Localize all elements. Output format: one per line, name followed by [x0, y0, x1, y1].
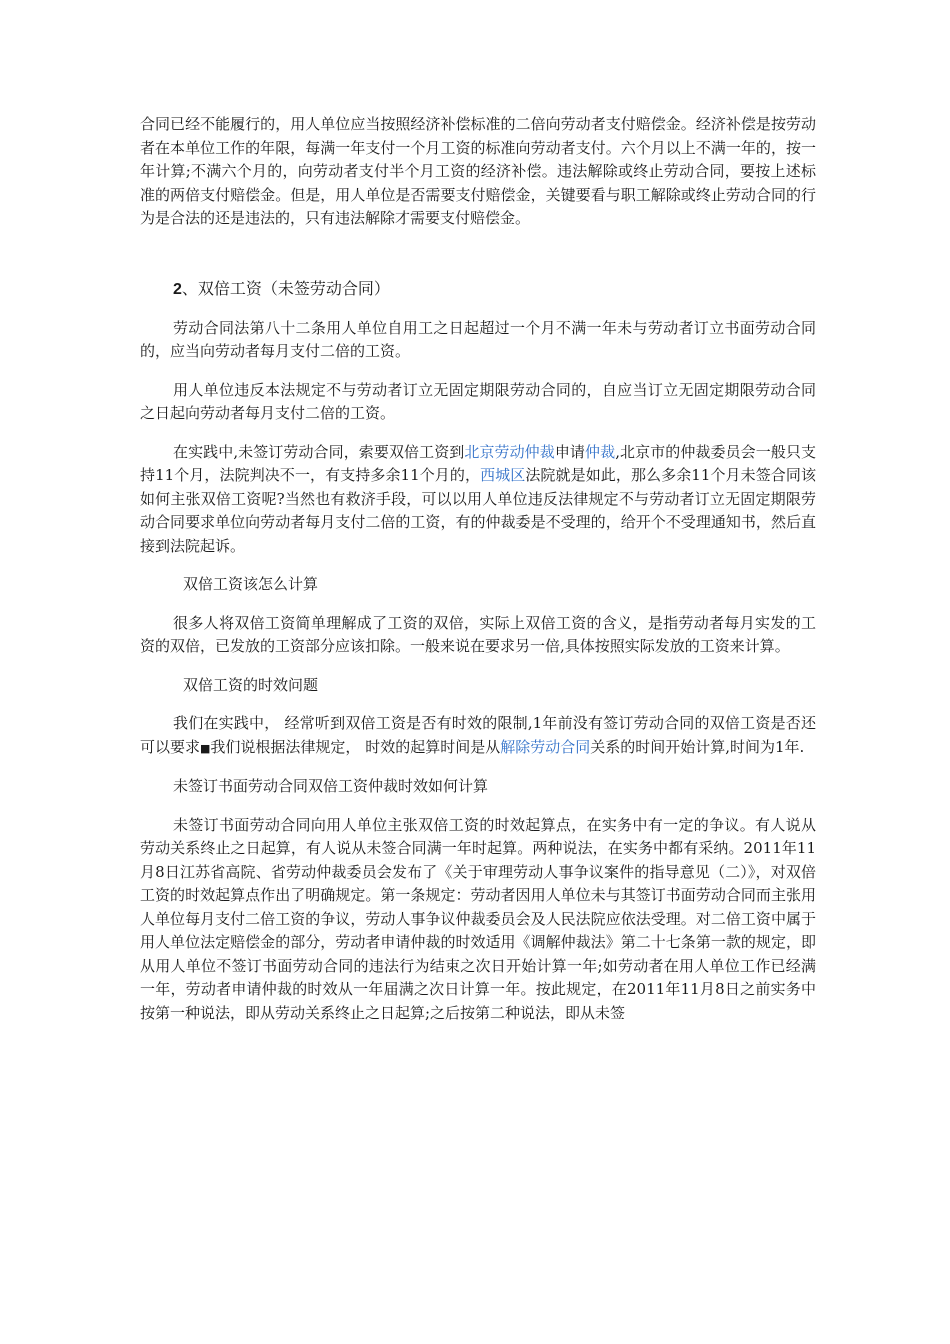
subheading-calculation: 双倍工资该怎么计算: [183, 575, 319, 593]
link-arbitration[interactable]: 仲裁: [585, 442, 616, 461]
paragraph-calculation: 很多人将双倍工资简单理解成了工资的双倍，实际上双倍工资的含义，是指劳动者每月实发的工资的双倍，已发放的工资部分应该扣除。一般来说在要求另一倍,具体按照实际发放的工资来计算。: [140, 613, 816, 655]
paragraph-practice: 在实践中,未签订劳动合同，索要双倍工资到北京劳动仲裁申请仲裁,北京市的仲裁委员会一般只支持11个月，法院判决不一，有支持多余11个月的，西城区法院就是如此，那么多余11个月未签合同该如何主张双倍工资呢?当然也有救济手段，可以以用人单位违反法律规定不与劳动者订立无固定期限劳动合同要求单位向劳动者每月支付二倍的工资，有的仲裁委是不受理的，给开个不受理通知书，然后直接到法院起诉。: [140, 442, 816, 555]
paragraph-limitation: 我们在实践中， 经常听到双倍工资是否有时效的限制,1年前没有签订劳动合同的双倍工资是否还可以要求■我们说根据法律规定， 时效的起算时间是从解除劳动合同关系的时间开始计算,时间为1年.: [140, 714, 816, 756]
square-bullet-icon: ■: [200, 741, 211, 755]
paragraph-compensation: 合同已经不能履行的，用人单位应当按照经济补偿标准的二倍向劳动者支付赔偿金。经济补偿是按劳动者在本单位工作的年限，每满一年支付一个月工资的标准向劳动者支付。六个月以上不满一年的，按一年计算;不满六个月的，向劳动者支付半个月工资的经济补偿。违法解除或终止劳动合同，要按上述标准的两倍支付赔偿金。但是，用人单位是否需要支付赔偿金，关键要看与职工解除或终止劳动合同的行为是合法的还是违法的，只有违法解除才需要支付赔偿金。: [140, 115, 816, 227]
link-terminate-labor-contract[interactable]: 解除劳动合同: [500, 737, 591, 756]
link-xicheng-district[interactable]: 西城区: [480, 466, 526, 484]
paragraph-open-ended-contract: 用人单位违反本法规定不与劳动者订立无固定期限劳动合同的，自应当订立无固定期限劳动合同之日起向劳动者每月支付二倍的工资。: [140, 380, 816, 422]
subheading-limitation: 双倍工资的时效问题: [183, 675, 319, 694]
section-heading-double-wage: [140, 277, 816, 302]
section-number: 2: [173, 280, 182, 298]
paragraph-arbitration-limitation: 未签订书面劳动合同向用人单位主张双倍工资的时效起算点，在实务中有一定的争议。有人说从劳动关系终止之日起算，有人说从未签合同满一年时起算。两种说法，在实务中都有采纳。2011年11月8日江苏省高院、省劳动仲裁委员会发布了《关于审理劳动人事争议案件的指导意见（二）》，对双倍工资的时效起算点作出了明确规定。第一条规定：劳动者因用人单位未与其签订书面劳动合同而主张用人单位每月支付二倍工资的争议，劳动人事争议仲裁委员会及人民法院应依法受理。对二倍工资中属于用人单位法定赔偿金的部分，劳动者申请仲裁的时效适用《调解仲裁法》第二十七条第一款的规定，即从用人单位不签订书面劳动合同的违法行为结束之次日开始计算一年;如劳动者在用人单位工作已经满一年，劳动者申请仲裁的时效从一年届满之次日计算一年。按此规定，在2011年11月8日之前实务中按第一种说法，即从劳动关系终止之日起算;之后按第二种说法，即从未签: [140, 815, 816, 1022]
link-beijing-labor-arbitration[interactable]: 北京劳动仲裁: [464, 442, 555, 461]
paragraph-article-82: 劳动合同法第八十二条用人单位自用工之日起超过一个月不满一年未与劳动者订立书面劳动合同的，应当向劳动者每月支付二倍的工资。: [140, 318, 816, 360]
document-body: [140, 113, 816, 1025]
subheading-arbitration-limitation: 未签订书面劳动合同双倍工资仲裁时效如何计算: [173, 777, 489, 795]
section-title: 、双倍工资（未签劳动合同）: [181, 278, 390, 298]
